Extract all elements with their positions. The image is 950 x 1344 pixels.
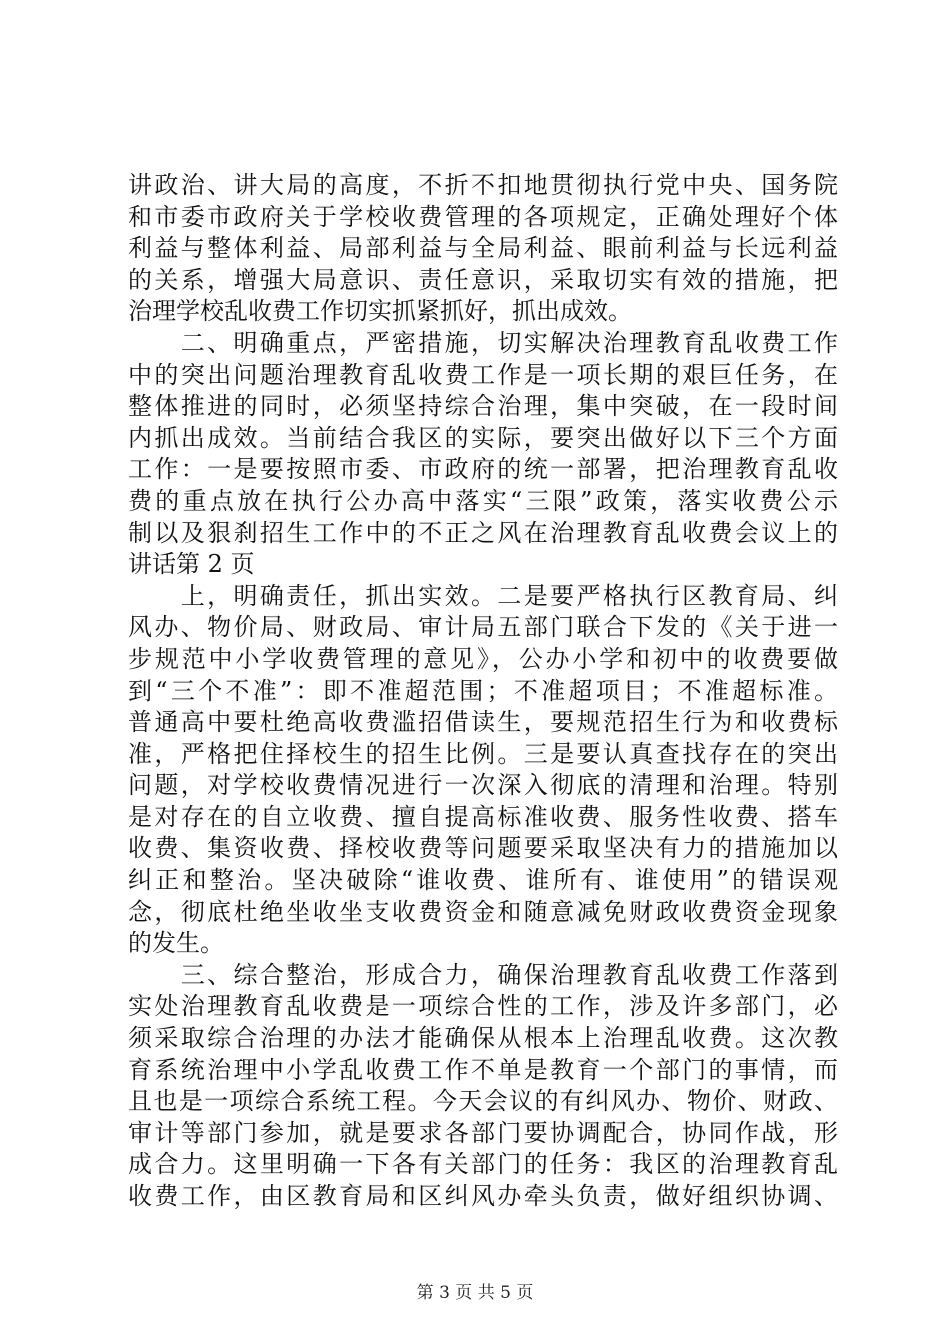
text-line: 的发生。 [128,929,224,958]
text-line: 利益与整体利益、局部利益与全局利益、眼前利益与长远利益 [128,234,838,263]
text-line: 的关系，增强大局意识、责任意识，采取切实有效的措施，把 [128,265,838,294]
text-line: 准，严格把住择校生的招生比例。三是要认真查找存在的突出 [128,739,838,768]
text-line: 且也是一项综合系统工程。今天会议的有纠风办、物价、财政、 [128,1087,838,1116]
text-line: 成合力。这里明确一下各有关部门的任务：我区的治理教育乱 [128,1150,838,1179]
text-line: 整体推进的同时，必须坚持综合治理，集中突破，在一段时间 [128,392,838,421]
text-line: 中的突出问题治理教育乱收费工作是一项长期的艰巨任务，在 [128,360,838,389]
text-line: 念，彻底杜绝坐收坐支收费资金和随意减免财政收费资金现象 [128,897,838,926]
text-line: 问题，对学校收费情况进行一次深入彻底的清理和治理。特别 [128,771,838,800]
page-footer: 第 3 页 共 5 页 [416,1283,534,1303]
text-line: 实处治理教育乱收费是一项综合性的工作，涉及许多部门，必 [128,992,838,1021]
text-line: 育系统治理中小学乱收费工作不单是教育一个部门的事情，而 [128,1055,838,1084]
text-line: 收费工作，由区教育局和区纠风办牵头负责，做好组织协调、 [128,1182,838,1210]
text-line: 上，明确责任，抓出实效。二是要严格执行区教育局、纠 [128,581,838,610]
text-line: 收费、集资收费、择校收费等问题要采取坚决有力的措施加以 [128,834,838,863]
text-line: 二、明确重点，严密措施，切实解决治理教育乱收费工作 [128,328,838,357]
text-line: 费的重点放在执行公办高中落实“三限”政策，落实收费公示 [128,486,838,515]
text-line: 审计等部门参加，就是要求各部门要协调配合，协同作战，形 [128,1118,838,1147]
text-line: 工作：一是要按照市委、市政府的统一部署，把治理教育乱收 [128,455,838,484]
text-line: 治理学校乱收费工作切实抓紧抓好，抓出成效。 [128,297,632,326]
text-line: 和市委市政府关于学校收费管理的各项规定，正确处理好个体 [128,202,838,231]
text-line: 三、综合整治，形成合力，确保治理教育乱收费工作落到 [128,960,838,989]
document-body [128,170,838,1213]
text-line: 讲政治、讲大局的高度，不折不扣地贯彻执行党中央、国务院 [128,171,838,199]
text-line: 到“三个不准”：即不准超范围；不准超项目；不准超标准。 [128,676,838,705]
text-line: 制以及狠刹招生工作中的不正之风在治理教育乱收费会议上的 [128,518,838,547]
text-line: 内抓出成效。当前结合我区的实际，要突出做好以下三个方面 [128,423,838,452]
text-line: 普通高中要杜绝高收费滥招借读生，要规范招生行为和收费标 [128,708,838,737]
text-line: 须采取综合治理的办法才能确保从根本上治理乱收费。这次教 [128,1024,838,1053]
text-line: 纠正和整治。坚决破除“谁收费、谁所有、谁使用”的错误观 [128,866,838,895]
text-line: 步规范中小学收费管理的意见》，公办小学和初中的收费要做 [128,644,838,673]
text-line: 是对存在的自立收费、擅自提高标准收费、服务性收费、搭车 [128,802,838,831]
text-line: 风办、物价局、财政局、审计局五部门联合下发的《关于进一 [128,613,838,642]
text-line: 讲话第 2 页 [128,550,255,579]
